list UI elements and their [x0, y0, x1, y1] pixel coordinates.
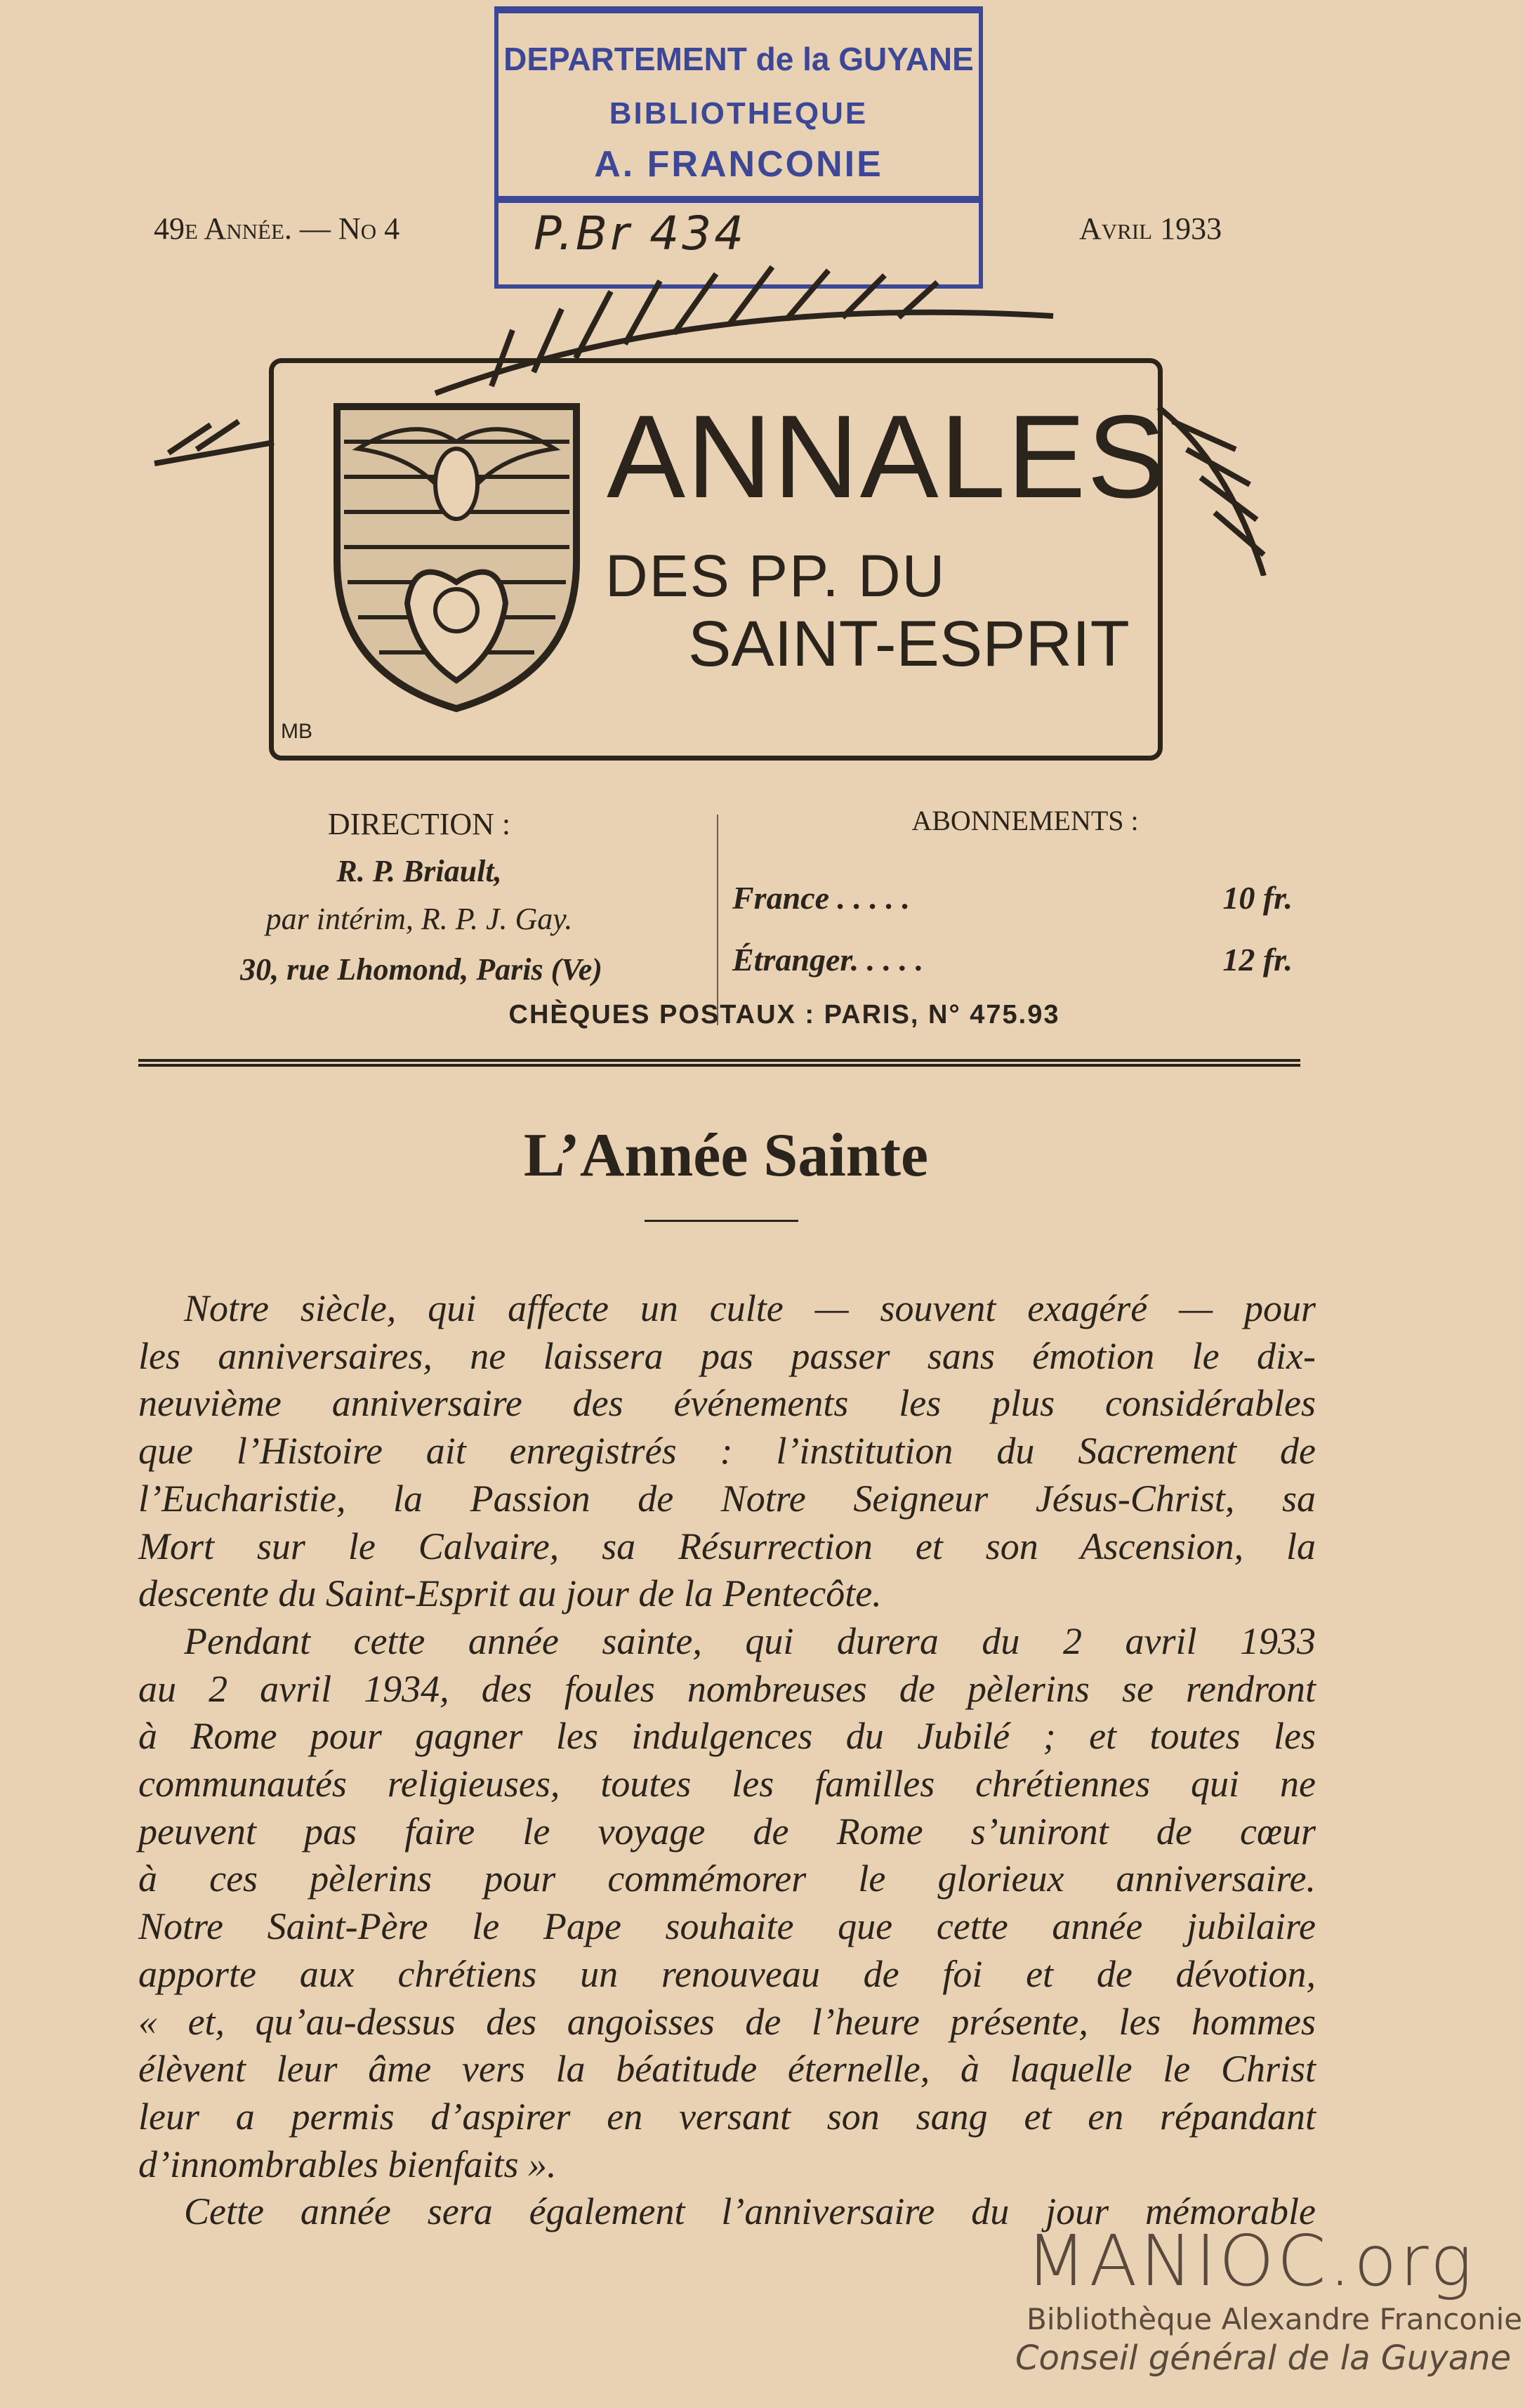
address: 30, rue Lhomond, Paris (Ve) [240, 952, 602, 987]
article-line: communautés religieuses, toutes les familles chrétiennes qui ne [138, 1763, 1316, 1805]
masthead-subtitle-1: DES PP. DU [605, 543, 946, 609]
column-divider [717, 815, 718, 1025]
article-line: au 2 avril 1934, des foules nombreuses de pèlerins se rendront [138, 1667, 1316, 1710]
issue-date: Avril 1933 [1079, 211, 1222, 246]
artist-mark: MB [281, 720, 312, 743]
postal-cheques: CHÈQUES POSTAUX : PARIS, N° 475.93 [508, 1000, 1060, 1029]
subscription-price-etranger: 12 fr. [1222, 942, 1293, 978]
article-line: leur a permis d’aspirer en versant son sang et en répandant [138, 2095, 1316, 2138]
subscription-price-france: 10 fr. [1222, 880, 1293, 916]
article-line: l’Eucharistie, la Passion de Notre Seigneur Jésus-Christ, sa [138, 1477, 1316, 1520]
article-line: neuvième anniversaire des événements les plus considérables [138, 1382, 1316, 1425]
shield-emblem-icon [330, 400, 583, 714]
article-line: les anniversaires, ne laissera pas passer sans émotion le dix- [138, 1334, 1316, 1377]
article-line: à Rome pour gagner les indulgences du Jubilé ; et toutes les [138, 1715, 1316, 1758]
article-line: Pendant cette année sainte, qui durera du 2 avril 1933 [184, 1619, 1316, 1662]
stamp-line-3: A. FRANCONIE [594, 144, 883, 185]
title-rule [645, 1220, 798, 1222]
article-line: d’innombrables bienfaits ». [138, 2143, 557, 2185]
article-line: « et, qu’au-dessus des angoisses de l’heure présente, les hommes [138, 2000, 1316, 2043]
interim-director: par intérim, R. P. J. Gay. [265, 902, 573, 936]
stamp-line-2: BIBLIOTHEQUE [609, 96, 869, 131]
double-rule [138, 1059, 1300, 1067]
masthead-title: ANNALES [607, 390, 1168, 522]
subscription-label-etranger: Étranger. . . . . [732, 942, 924, 978]
article-line: Mort sur le Calvaire, sa Résurrection et son Ascension, la [138, 1525, 1316, 1567]
article-title: L’Année Sainte [523, 1121, 929, 1190]
article-line: Cette année sera également l’anniversaire du jour mémorable [184, 2190, 1316, 2233]
article-line: peuvent pas faire le voyage de Rome s’uniront de cœur [138, 1810, 1316, 1853]
article-line: Notre siècle, qui affecte un culte — souvent exagéré — pour [184, 1287, 1316, 1329]
subscriptions-heading: ABONNEMENTS : [911, 805, 1139, 836]
call-number: P.Br 434 [534, 206, 747, 261]
article-line: descente du Saint-Esprit au jour de la Pentecôte. [138, 1572, 882, 1615]
watermark-line-2: Conseil général de la Guyane [1015, 2338, 1512, 2378]
issue-number: 49e Année. — No 4 [154, 211, 400, 246]
article-line: à ces pèlerins pour commémorer le glorieux anniversaire. [138, 1857, 1316, 1900]
masthead-subtitle-2: SAINT-ESPRIT [688, 608, 1130, 680]
library-stamp [494, 6, 983, 289]
article-line: apporte aux chrétiens un renouveau de foi et de dévotion, [138, 1952, 1316, 1995]
article-line: que l’Histoire ait enregistrés : l’institution du Sacrement de [138, 1430, 1316, 1473]
watermark-line-1: Bibliothèque Alexandre Franconie [1026, 2302, 1523, 2336]
article-line: Notre Saint-Père le Pape souhaite que cette année jubilaire [138, 1905, 1316, 1948]
subscription-label-france: France . . . . . [732, 880, 910, 916]
stamp-line-1: DEPARTEMENT de la GUYANE [503, 41, 974, 77]
manioc-logo: MANIOC.org [1026, 2220, 1475, 2302]
article-line: élèvent leur âme vers la béatitude éternelle, à laquelle le Christ [138, 2048, 1316, 2091]
direction-heading: DIRECTION : [327, 807, 511, 841]
director-name: R. P. Briault, [336, 854, 502, 888]
